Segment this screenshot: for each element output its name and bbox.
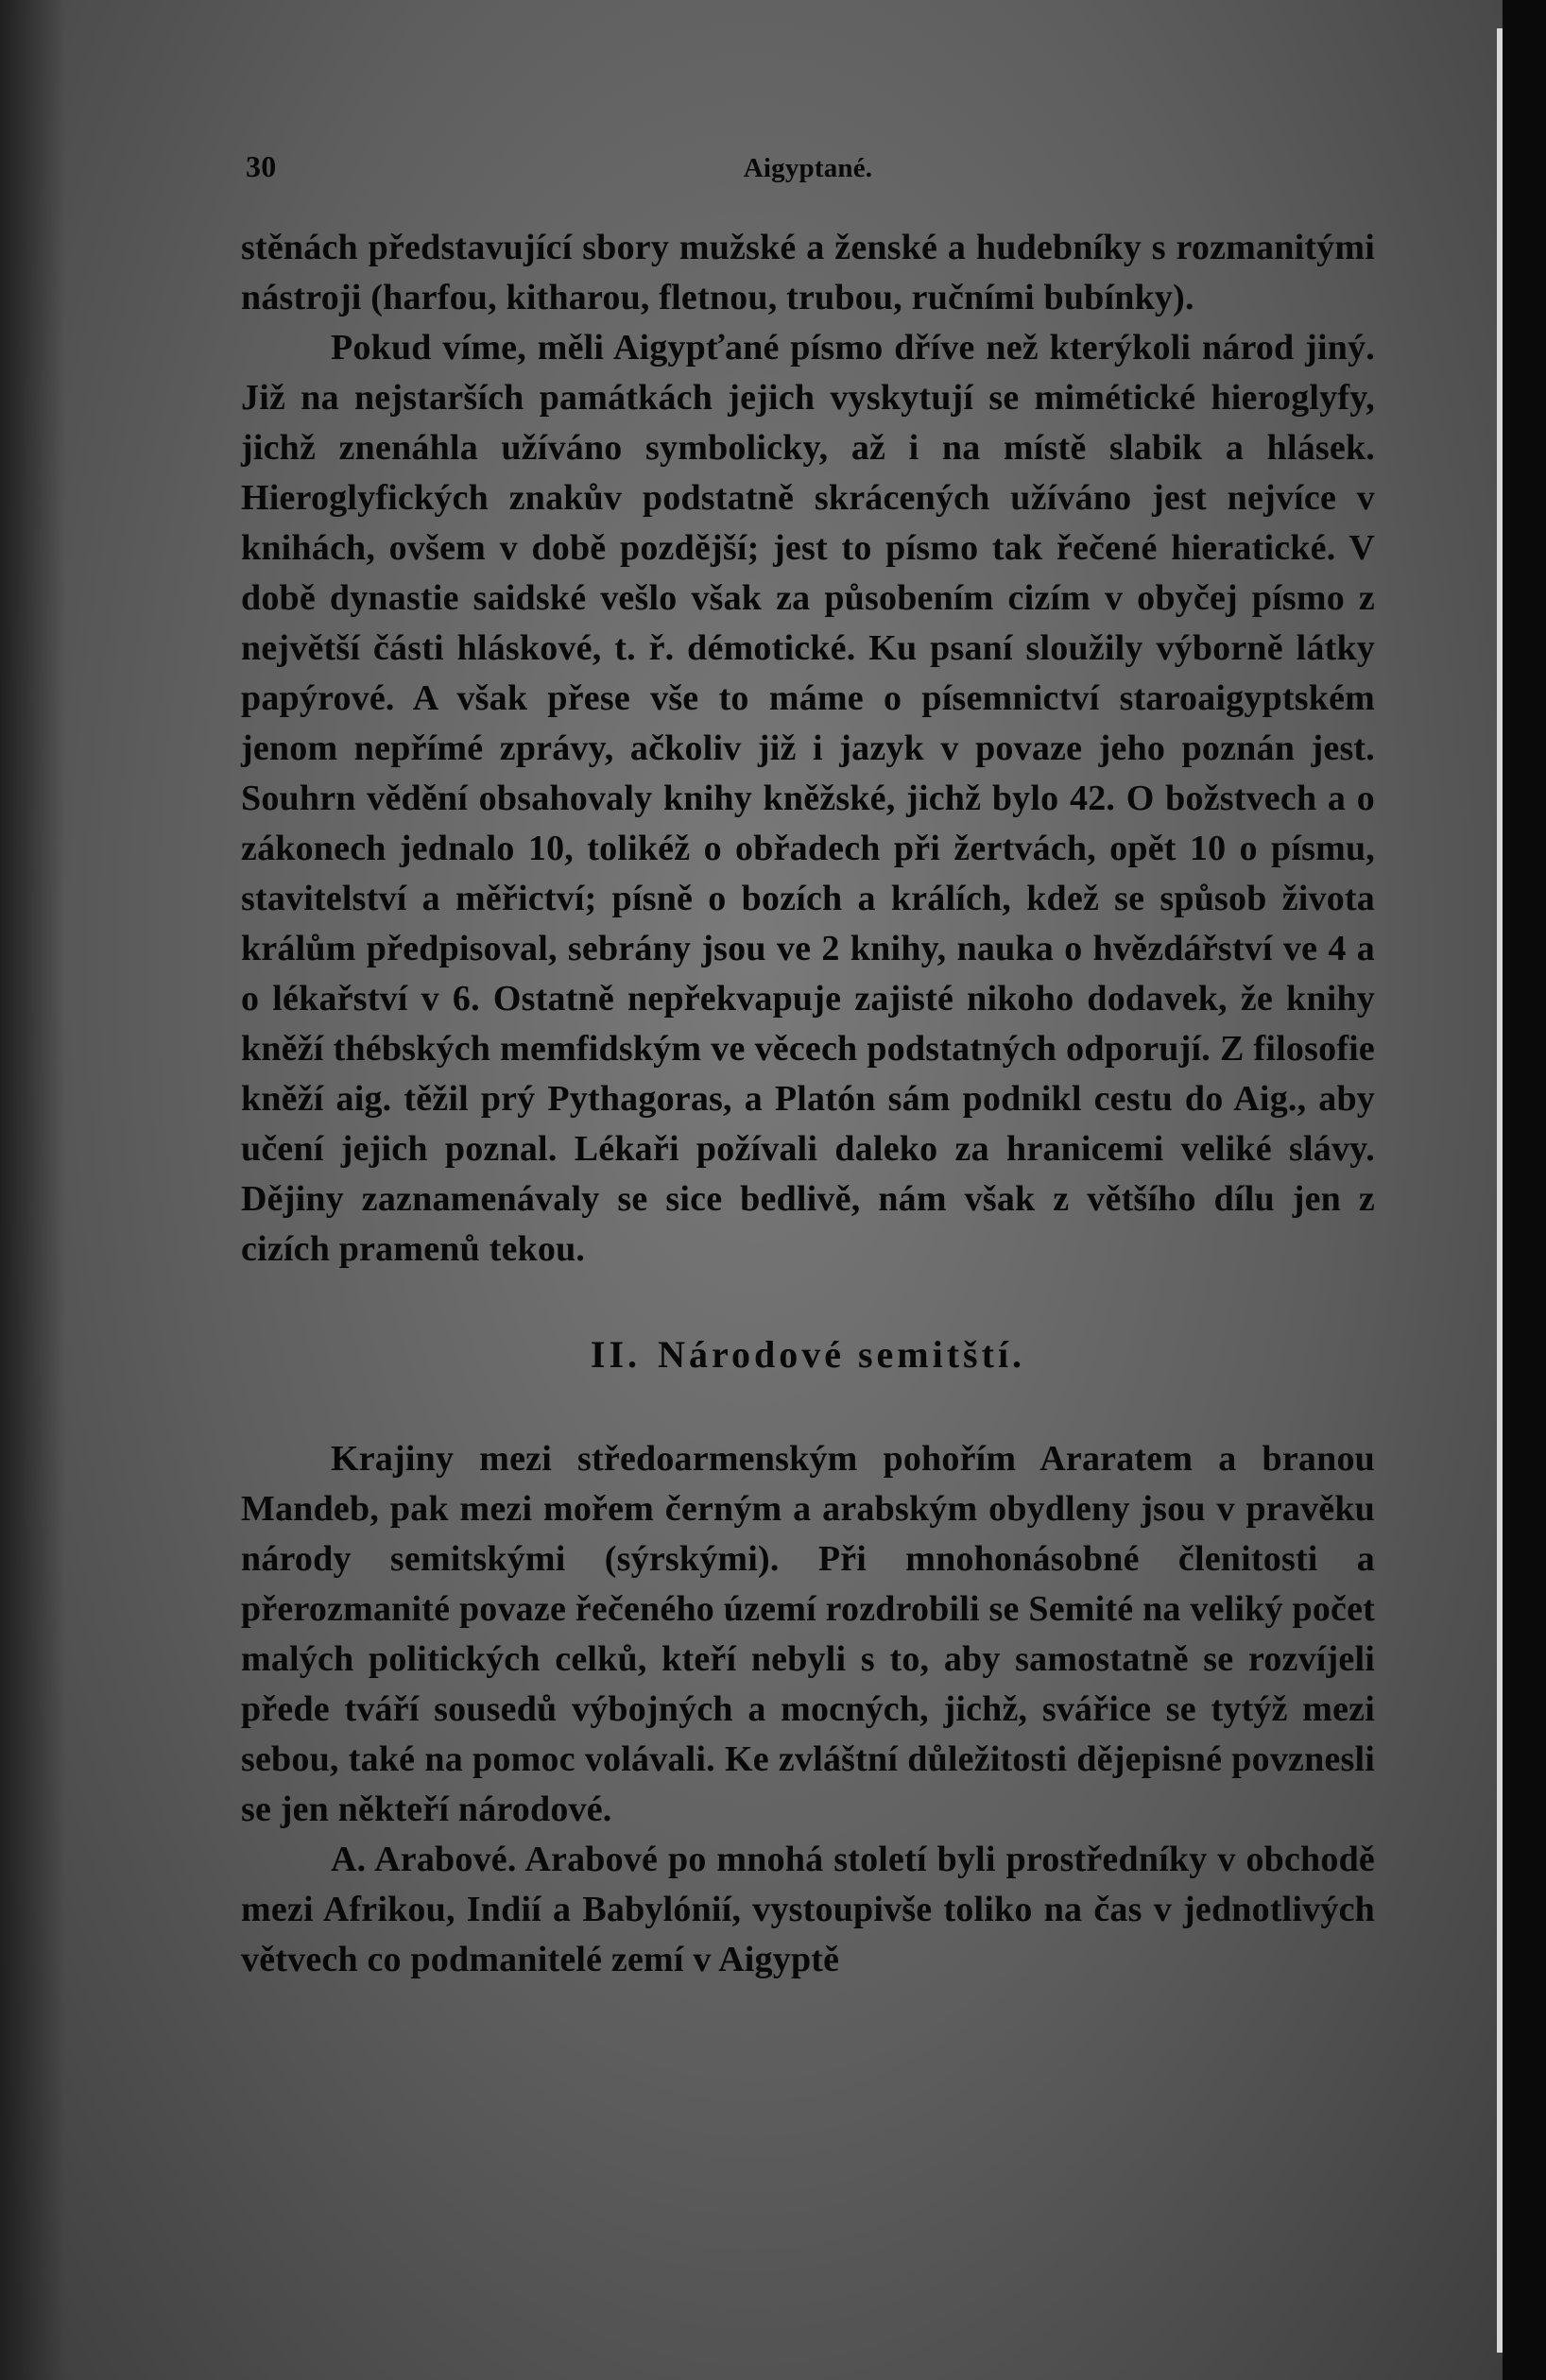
section-number: II. [590, 1333, 642, 1376]
subsection-text: Arabové po mnohá století byli prostředníky v obchodě mezi Afrikou, Indií a Babylónií, vystoupivše toliko na čas v jednotlivých větvech co podmanitelé zemí v Aigyptě [241, 1840, 1375, 1979]
section-heading [241, 1329, 1375, 1379]
page-left-shadow [0, 0, 66, 2380]
page-number: 30 [246, 149, 277, 183]
subsection-label: A. Arabové. [331, 1840, 517, 1879]
paragraph-writing: Pokud víme, měli Aigypťané písmo dříve než kterýkoli národ jiný. Již na nejstarších památkách jejich vyskytují se mimétické hieroglyfy, jichž znenáhla užíváno symbolicky, až i na místě slabik a hlásek. Hieroglyfických znakův podstatně skrácených užíváno jest nejvíce v knihách, ovšem v době pozdější; jest to písmo tak řečené hieratické. V době dynastie saidské vešlo však za působením cizím v obyčej písmo z největší části hláskové, t. ř. démotické. Ku psaní sloužily výborně látky papýrové. A však přese vše to máme o písemnictví staroaigyptském jenom nepřímé zprávy, ačkoliv již i jazyk v povaze jeho poznán jest. Souhrn vědění obsahovaly knihy kněžské, jichž bylo 42. O božstvech a o zákonech jednalo 10, tolikéž o obřadech při žertvách, opět 10 o písmu, stavitelství a měřictví; písně o bozích a králích, kdež se spůsob života králům předpisoval, sebrány jsou ve 2 knihy, nauka o hvězdářství ve 4 a o lékařství v 6. Ostatně nepřekvapuje zajisté nikoho dodavek, že knihy kněží thébských memfidským ve věcech podstatných odporují. Z filosofie kněží aig. těžil prý Pythagoras, a Platón sám podnikl cestu do Aig., aby učení jejich poznal. Lékaři požívali daleko za hranicemi veliké slávy. Dějiny zaznamenávaly se sice bedlivě, nám však z většího dílu jen z cizích pramenů tekou. [241, 328, 1375, 1269]
paragraph-semites: Krajiny mezi středoarmenským pohořím Araratem a branou Mandeb, pak mezi mořem černým a arabským obydleny jsou v pravěku národy semitskými (sýrskými). Při mnohonásobné členitosti a přerozmanité povaze řečeného území rozdrobili se Semité na veliký počet malých politických celků, kteří nebyli s to, aby samostatně se rozvíjeli přede tváří sousedů výbojných a mocných, jichž, svářice se tytýž mezi sebou, také na pomoc volávali. Ke zvláštní důležitosti dějepisné povznesli se jen někteří národové. [241, 1439, 1375, 1829]
running-title: Aigyptané. [743, 153, 873, 183]
scanner-border [1503, 0, 1546, 2380]
paragraph-continuation: stěnách představující sbory mužské a ženské a hudebníky s rozmanitými nástroji (harfou, kitharou, fletnou, trubou, ručními bubínky). [241, 228, 1375, 317]
section-title: Národové semitští. [658, 1333, 1026, 1376]
paragraph-arabs [241, 1835, 1375, 1985]
page-header [241, 142, 1375, 189]
book-page [241, 142, 1375, 1985]
